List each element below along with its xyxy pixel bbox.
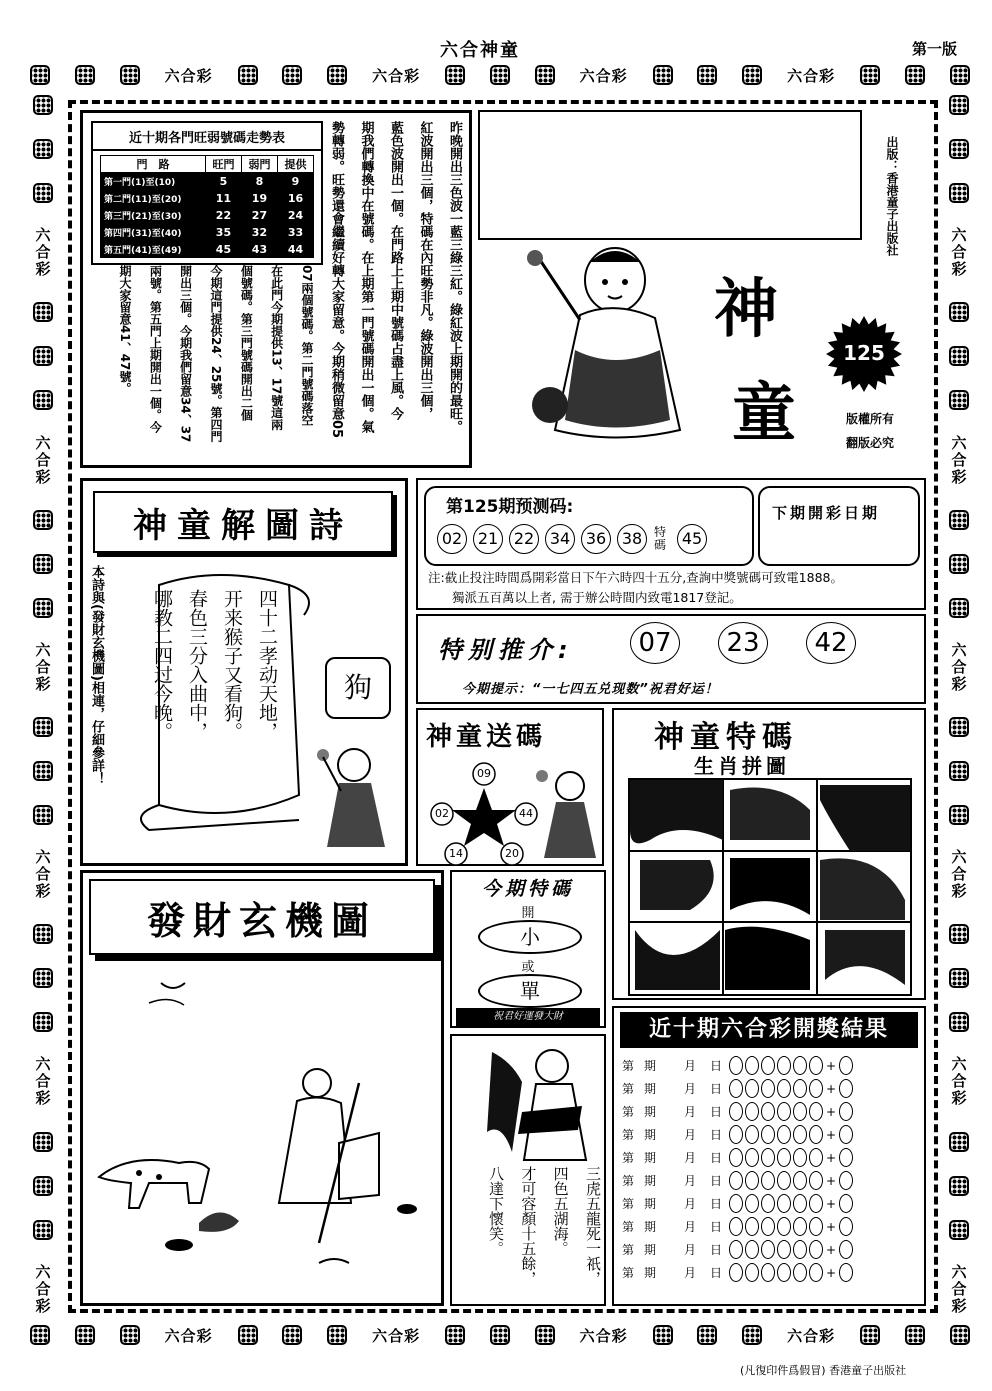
publisher-label: 出版：香港童子出版社 [885,136,899,256]
table-row [101,207,314,224]
dice-icon [949,302,969,322]
dice-icon [33,805,53,825]
dice-icon [327,1325,347,1345]
result-ball-blank [729,1079,743,1098]
result-ball-blank [809,1171,823,1190]
cell: 11 [205,190,241,207]
special-label: 特碼 [654,525,667,552]
prediction-note-1: 注:截止投注時間爲開彩當日下午六時四十五分,查詢中獎號碼可致電1888。 [428,570,843,585]
band-label: 六合彩 [33,227,52,279]
recommend-title: 特别推介: [438,636,574,664]
dice-icon [33,346,53,366]
prediction-ball: 38 [617,524,647,554]
this-special-title: 今期特碼 [481,878,574,900]
results-panel [612,1006,926,1306]
dice-icon [742,1325,762,1345]
poem-line: 开来猴子又看狗。 [221,589,243,741]
dice-icon [949,510,969,530]
result-ball-blank [729,1148,743,1167]
result-ball-blank [809,1148,823,1167]
dice-icon [490,1325,510,1345]
result-ball-blank [809,1079,823,1098]
bottom-band [30,1322,970,1348]
dice-icon [238,65,258,85]
prediction-numbers [434,524,710,554]
dice-icon [950,1325,970,1345]
band-label: 六合彩 [579,66,628,85]
result-special-blank [839,1263,853,1282]
this-special-panel [450,870,606,1028]
dice-icon [860,65,880,85]
dice-icon [949,183,969,203]
results-row: 第 期 月 日 + [622,1100,922,1123]
masthead-char-1: 神 [714,272,778,347]
row-label: 第五門(41)至(49) [101,241,206,258]
result-ball-blank [745,1263,759,1282]
result-ball-blank [729,1263,743,1282]
dice-icon [949,717,969,737]
poem-title-box [93,491,393,553]
cell: 24 [277,207,313,224]
dice-icon [742,65,762,85]
row-label: 第一門(1)至(10) [101,173,206,190]
poem-line: 四十二孝动天地， [256,589,278,741]
top-band [30,62,970,88]
send-ball-bottom-right: 20 [505,847,519,860]
dice-icon [30,1325,50,1345]
send-ball-top: 09 [477,767,491,780]
fortune-title: 發財玄機圖 [146,897,377,943]
result-special-blank [839,1217,853,1236]
result-ball-blank [745,1217,759,1236]
band-label: 六合彩 [949,641,968,693]
dice-icon [445,1325,465,1345]
band-label: 六合彩 [33,849,52,901]
fortune-title-box [89,879,435,955]
band-label: 六合彩 [949,1263,968,1315]
result-special-blank [839,1125,853,1144]
para-column: 兩號。第五門上期開出一個。今 [148,265,163,433]
result-ball-blank [793,1171,807,1190]
cell: 43 [241,241,277,258]
result-ball-blank [777,1217,791,1236]
send-ball-right: 44 [519,807,533,820]
left-band [30,95,56,1315]
result-ball-blank [729,1056,743,1075]
next-draw-label: 下期開彩日期 [772,504,881,522]
result-ball-blank [777,1263,791,1282]
dice-icon [33,598,53,618]
result-ball-blank [729,1102,743,1121]
result-ball-blank [793,1148,807,1167]
cell: 32 [241,224,277,241]
result-ball-blank [777,1240,791,1259]
result-special-blank [839,1056,853,1075]
cell: 9 [277,173,313,190]
result-ball-blank [745,1079,759,1098]
dice-icon [949,805,969,825]
para-column: 藍色波開出一個。在門路上上期中號碼占盡上風。今 [388,121,403,420]
col-header: 旺門 [205,156,241,173]
dice-icon [949,95,969,115]
dice-icon [949,924,969,944]
dice-icon [33,1176,53,1196]
band-label: 六合彩 [372,66,421,85]
band-label: 六合彩 [372,1326,421,1345]
para-column: 期大家留意41、47號。 [118,265,132,395]
dice-icon [905,65,925,85]
result-ball-blank [761,1240,775,1259]
result-ball-blank [793,1079,807,1098]
para-column: 在此門今期提供13、17號這兩 [269,265,284,431]
result-ball-blank [793,1240,807,1259]
verse-lines [486,1166,604,1302]
results-row: 第 期 月 日 + [622,1261,922,1284]
trend-paragraph-top [323,121,467,461]
zodiac-puzzle [628,778,912,996]
result-ball-blank [809,1263,823,1282]
result-ball-blank [777,1171,791,1190]
col-header: 門 路 [101,156,206,173]
dice-icon [949,1012,969,1032]
verse-line: 三虎五龍死一祇， [583,1166,602,1286]
result-ball-blank [809,1240,823,1259]
send-code-panel [416,708,604,866]
result-ball-blank [729,1171,743,1190]
result-ball-blank [809,1217,823,1236]
result-ball-blank [761,1263,775,1282]
result-ball-blank [761,1056,775,1075]
prediction-ball: 21 [473,524,503,554]
cell: 22 [205,207,241,224]
results-row: 第 期 月 日 + [622,1215,922,1238]
poem-panel [80,478,408,866]
result-ball-blank [729,1125,743,1144]
para-column: 今期這門提供24、25號。第四門 [208,265,223,443]
dice-icon [30,65,50,85]
boy-illustration [520,240,710,445]
footer-note: (凡復印件爲假冒) 香港童子出版社 [740,1364,907,1377]
send-code-star [422,760,542,866]
dice-icon [75,1325,95,1345]
dice-icon [327,65,347,85]
result-ball-blank [809,1125,823,1144]
dice-icon [860,1325,880,1345]
dice-icon [33,390,53,410]
result-special-blank [839,1102,853,1121]
dice-icon [490,65,510,85]
dice-icon [949,968,969,988]
trend-panel [80,110,472,468]
cell: 35 [205,224,241,241]
results-row: 第 期 月 日 + [622,1077,922,1100]
band-label: 六合彩 [33,1056,52,1108]
dice-icon [950,65,970,85]
trend-title: 近十期各門旺弱號碼走勢表 [93,123,321,151]
result-ball-blank [745,1102,759,1121]
result-ball-blank [777,1102,791,1121]
result-ball-blank [793,1056,807,1075]
result-ball-blank [777,1079,791,1098]
para-column: 期我們轉換中在號碼。在上期第一門號碼開出一個。氣 [358,121,374,433]
result-special-blank [839,1148,853,1167]
poem-note: 本詩與(發財玄機圖)相連，仔細參詳！ [89,565,104,785]
dice-icon [949,598,969,618]
poem-lines [149,589,281,779]
verse-line: 才可容顏十五餘， [519,1166,538,1286]
dice-icon [33,183,53,203]
result-ball-blank [729,1194,743,1213]
dice-icon [33,924,53,944]
issue-number: 125 [843,341,885,365]
rights-line-1: 版權所有 [846,412,895,426]
prediction-ball: 02 [437,524,467,554]
para-column: 07兩個號碼。第二門號碼落空 [299,265,314,426]
this-special-or: 或 [521,960,535,975]
size-oval: 小 [478,920,582,954]
dice-icon [697,65,717,85]
dice-icon [33,1220,53,1240]
table-row [101,173,314,190]
dice-icon [33,1012,53,1032]
table-row [101,224,314,241]
right-band [946,95,972,1315]
dice-icon [535,65,555,85]
result-ball-blank [809,1194,823,1213]
verse-line: 四色五湖海。 [551,1166,570,1256]
dice-icon [949,390,969,410]
next-draw-box [758,486,920,566]
dice-icon [949,1176,969,1196]
fortune-illustration [89,963,439,1303]
dice-icon [653,65,673,85]
table-row [101,241,314,258]
band-label: 六合彩 [164,66,213,85]
band-label: 六合彩 [33,434,52,486]
dice-icon [120,65,140,85]
table-row [101,190,314,207]
masthead-char-2: 童 [732,376,796,451]
band-label: 六合彩 [787,66,836,85]
result-special-blank [839,1194,853,1213]
this-special-open: 開 [521,906,535,921]
dice-icon [75,65,95,85]
band-label: 六合彩 [949,849,968,901]
result-special-blank [839,1240,853,1259]
poem-line: 春色三分入曲中， [186,589,208,741]
dice-icon [535,1325,555,1345]
dice-icon [33,717,53,737]
result-ball-blank [761,1194,775,1213]
dice-icon [905,1325,925,1345]
prediction-ball: 34 [545,524,575,554]
result-ball-blank [777,1194,791,1213]
dice-icon [445,65,465,85]
trend-table-box [91,121,323,265]
band-label: 六合彩 [787,1326,836,1345]
send-ball-left: 02 [435,807,449,820]
result-ball-blank [793,1102,807,1121]
dice-icon [33,968,53,988]
dice-icon [238,1325,258,1345]
band-label: 六合彩 [33,641,52,693]
send-code-title: 神童送碼 [426,722,547,752]
prediction-panel [416,478,926,610]
results-row: 第 期 月 日 + [622,1192,922,1215]
dice-icon [697,1325,717,1345]
para-column: 開出三個。今期我們留意34、37 [178,265,193,443]
results-row: 第 期 月 日 + [622,1238,922,1261]
para-column: 昨晚開出三色波一藍三綠三紅。綠紅波上期開的最旺。 [447,121,462,433]
para-column: 紅波開出三個，特碼在內旺勢非凡。綠波開出三個， [417,121,433,420]
results-row: 第 期 月 日 + [622,1123,922,1146]
results-row: 第 期 月 日 + [622,1054,922,1077]
cell: 5 [205,173,241,190]
dice-icon [653,1325,673,1345]
dice-icon [33,761,53,781]
row-label: 第四門(31)至(40) [101,224,206,241]
prediction-ball: 22 [509,524,539,554]
special-code-panel [612,708,926,1000]
special-code-title: 神童特碼 [654,720,798,755]
result-ball-blank [809,1102,823,1121]
result-special-blank [839,1171,853,1190]
result-ball-blank [777,1056,791,1075]
cell: 33 [277,224,313,241]
cell: 19 [241,190,277,207]
this-special-wish: 祝君好運發大財 [456,1008,600,1026]
dice-icon [33,1132,53,1152]
dice-icon [33,95,53,115]
special-ball: 45 [677,524,707,554]
result-ball-blank [729,1240,743,1259]
row-label: 第二門(11)至(20) [101,190,206,207]
result-ball-blank [793,1194,807,1213]
result-ball-blank [761,1102,775,1121]
poem-line: 哪教二四过今晚。 [151,589,173,741]
dice-icon [120,1325,140,1345]
prediction-box [424,486,754,566]
para-column: 個號碼。第三門號碼開出二個 [239,265,254,421]
trend-table [100,155,314,258]
dice-icon [949,1132,969,1152]
dice-icon [33,139,53,159]
trend-paragraph-bottom [113,265,319,460]
issue-badge [826,316,902,392]
dice-icon [33,554,53,574]
special-code-subtitle: 生肖拼圖 [694,754,790,778]
cell: 8 [241,173,277,190]
animal-badge: 狗 [325,657,391,719]
boy-banner-illustration [482,1042,602,1162]
page-title: 六合神童 [440,40,520,61]
verse-line: 八達下懷笑。 [487,1166,505,1256]
result-ball-blank [761,1125,775,1144]
result-ball-blank [761,1079,775,1098]
result-ball-blank [777,1148,791,1167]
result-ball-blank [761,1217,775,1236]
result-ball-blank [793,1125,807,1144]
dice-icon [33,302,53,322]
band-label: 六合彩 [164,1326,213,1345]
results-title: 近十期六合彩開獎結果 [620,1012,918,1048]
send-ball-bottom-left: 14 [449,847,463,860]
prediction-title: 第125期预测码: [446,497,574,517]
result-ball-blank [761,1148,775,1167]
dice-icon [949,761,969,781]
result-ball-blank [793,1263,807,1282]
verse-panel [450,1034,606,1306]
result-ball-blank [745,1171,759,1190]
dice-icon [282,65,302,85]
result-ball-blank [729,1217,743,1236]
rights-line-2: 翻版必究 [846,436,895,450]
dice-icon [282,1325,302,1345]
boy-small-illustration-2 [532,766,602,862]
fortune-panel [80,870,444,1306]
poem-title: 神童解圖詩 [133,505,353,546]
band-label: 六合彩 [949,434,968,486]
dice-icon [33,510,53,530]
recommend-ball: 42 [806,622,856,664]
result-ball-blank [809,1056,823,1075]
dice-icon [949,346,969,366]
recommend-hint: 今期提示：“一七四五兑现数”祝君好运！ [462,682,719,697]
para-column: 勢轉弱。旺勢還會繼續好轉大家留意。今期稍微留意05 [329,121,344,439]
cell: 44 [277,241,313,258]
dice-icon [949,1220,969,1240]
results-row: 第 期 月 日 + [622,1169,922,1192]
cell: 27 [241,207,277,224]
result-ball-blank [745,1056,759,1075]
band-label: 六合彩 [33,1263,52,1315]
results-row: 第 期 月 日 + [622,1146,922,1169]
parity-oval: 單 [478,974,582,1008]
recommend-ball: 07 [630,622,680,664]
dice-icon [949,139,969,159]
col-header: 提供 [277,156,313,173]
recommend-panel [416,614,926,704]
recommend-ball: 23 [718,622,768,664]
blank-banner [478,110,862,240]
row-label: 第三門(21)至(30) [101,207,206,224]
result-ball-blank [745,1125,759,1144]
result-ball-blank [761,1171,775,1190]
result-ball-blank [777,1125,791,1144]
cell: 16 [277,190,313,207]
band-label: 六合彩 [949,227,968,279]
band-label: 六合彩 [949,1056,968,1108]
prediction-note-2: 獨派五百萬以上者, 需于辦公時間内致電1817登記。 [452,590,742,605]
result-ball-blank [745,1194,759,1213]
edition-label: 第一版 [912,40,958,58]
results-list [622,1054,922,1284]
result-special-blank [839,1079,853,1098]
result-ball-blank [745,1240,759,1259]
boy-small-illustration [309,743,395,851]
result-ball-blank [745,1148,759,1167]
cell: 45 [205,241,241,258]
prediction-ball: 36 [581,524,611,554]
band-label: 六合彩 [579,1326,628,1345]
dice-icon [949,554,969,574]
col-header: 弱門 [241,156,277,173]
result-ball-blank [793,1217,807,1236]
